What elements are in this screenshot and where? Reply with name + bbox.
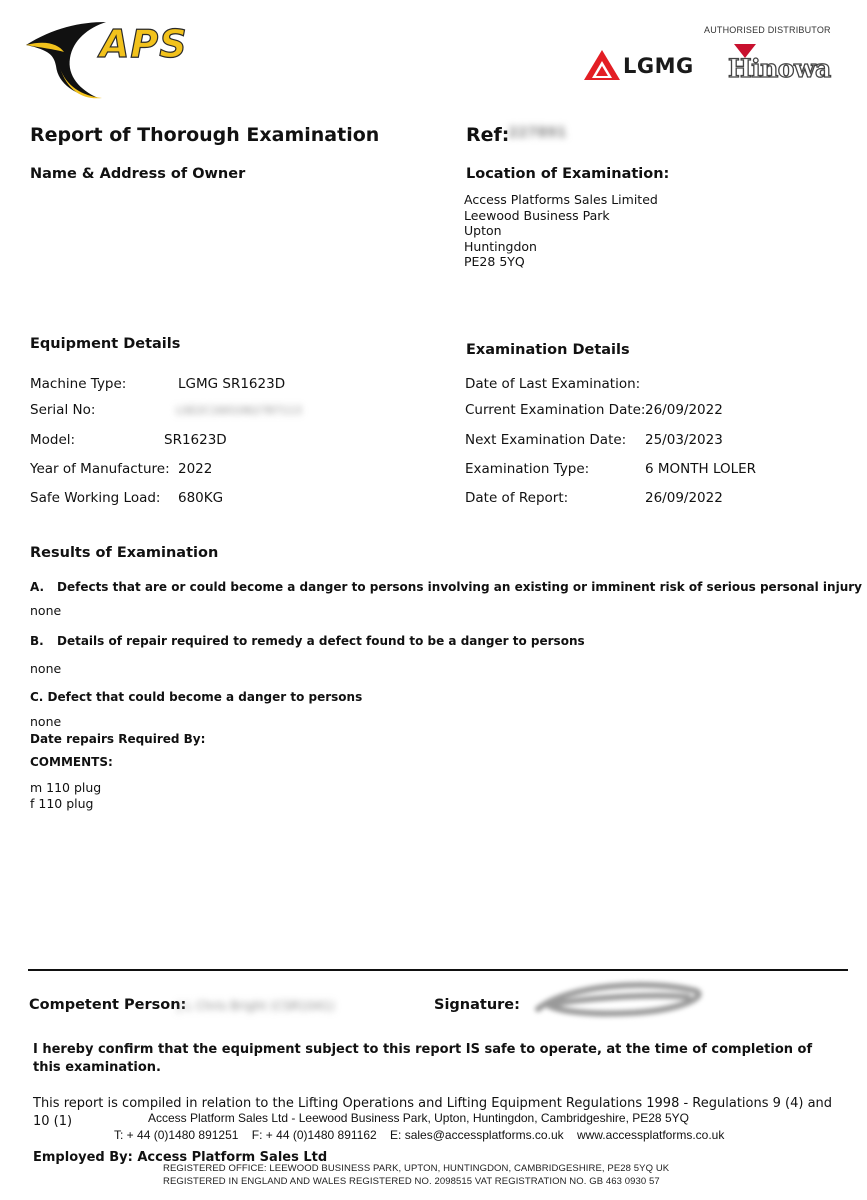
- confirmation-statement: I hereby confirm that the equipment subject to this report IS safe to operate, at the time of completion of this examination.: [33, 1042, 813, 1075]
- section-b-letter: B.: [30, 634, 44, 648]
- comments-label: COMMENTS:: [30, 755, 113, 769]
- equipment-value: 2022: [178, 461, 213, 477]
- employed-by: Employed By: Access Platform Sales Ltd: [33, 1150, 328, 1165]
- aps-logo: [18, 10, 238, 110]
- equipment-value: SR1623D: [164, 432, 227, 448]
- lgmg-triangle-icon: [583, 48, 621, 82]
- ref-label: Ref:: [466, 124, 510, 146]
- examination-value: 6 MONTH LOLER: [645, 461, 757, 477]
- regulation-statement: This report is compiled in relation to the Lifting Operations and Lifting Equipment Regulations 1998 - Regulations 9 (4) and 10 (1): [33, 1096, 833, 1129]
- lgmg-logo: [583, 48, 708, 84]
- footer-contact-line: [114, 1128, 724, 1142]
- signature-scribble: [528, 975, 708, 1023]
- page-title: Report of Thorough Examination: [30, 124, 380, 146]
- section-a-value: none: [30, 603, 62, 618]
- footer-address: - Leewood Business Park, Upton, Huntingdon, Cambridgeshire, PE28 5YQ: [288, 1111, 689, 1125]
- examination-label: Date of Last Examination:: [465, 376, 641, 392]
- footer-company: Access Platform Sales Ltd: [148, 1111, 289, 1125]
- section-a-heading: Defects that are or could become a danger to persons involving an existing or imminent risk of serious personal injury: [57, 580, 862, 594]
- hinowa-logo-text: Hinowa: [728, 54, 831, 83]
- comments-list: [30, 780, 101, 811]
- comment-line: m 110 plug: [30, 780, 102, 795]
- address-line: Huntingdon: [464, 238, 537, 254]
- repairs-required-label: Date repairs Required By:: [30, 732, 206, 746]
- examination-label: Date of Report:: [465, 490, 569, 506]
- hinowa-logo: [728, 44, 831, 86]
- examination-value: 26/09/2022: [645, 490, 723, 506]
- equipment-label: Serial No:: [30, 402, 96, 418]
- competent-person-value: J L Chris Bright (CSR1041): [178, 999, 335, 1013]
- phone-value: + 44 (0)1480 891251: [123, 1128, 239, 1142]
- address-line: PE28 5YQ: [464, 254, 525, 269]
- owner-heading: Name & Address of Owner: [30, 166, 246, 182]
- equipment-heading: Equipment Details: [30, 336, 181, 352]
- location-heading: Location of Examination:: [466, 166, 670, 182]
- equipment-value: LGMG SR1623D: [178, 376, 286, 392]
- serial-number-value: LSE2C1601062787113: [176, 404, 302, 417]
- section-c-value: none: [30, 714, 62, 729]
- signature-image: [528, 975, 708, 1023]
- fax-label: F:: [251, 1128, 263, 1142]
- website-link[interactable]: www.accessplatforms.co.uk: [576, 1128, 725, 1142]
- section-c-heading: C. Defect that could become a danger to persons: [30, 690, 363, 704]
- equipment-value: 680KG: [178, 490, 224, 506]
- examination-label: Next Examination Date:: [465, 432, 627, 448]
- examination-heading: Examination Details: [466, 342, 630, 358]
- examination-label: Examination Type:: [465, 461, 590, 477]
- equipment-label: Model:: [30, 432, 76, 448]
- registered-info: REGISTERED IN ENGLAND AND WALES REGISTERED NO. 2098515 VAT REGISTRATION NO. GB 463 0930 57: [163, 1176, 660, 1187]
- address-line: Access Platforms Sales Limited: [464, 192, 658, 207]
- examination-label: Current Examination Date:: [465, 402, 646, 418]
- competent-person-label: Competent Person:: [29, 997, 187, 1013]
- equipment-label: Safe Working Load:: [30, 490, 161, 506]
- address-line: Upton: [464, 223, 502, 238]
- email-label: E:: [390, 1128, 402, 1142]
- lgmg-logo-text: LGMG: [623, 54, 694, 78]
- signature-label: Signature:: [434, 997, 520, 1013]
- authorised-distributor-label: AUTHORISED DISTRIBUTOR: [704, 25, 831, 35]
- section-b-value: none: [30, 661, 62, 676]
- equipment-label: Year of Manufacture:: [30, 461, 170, 477]
- registered-office: REGISTERED OFFICE: LEEWOOD BUSINESS PARK, UPTON, HUNTINGDON, CAMBRIDGESHIRE, PE28 5YQ UK: [163, 1163, 670, 1174]
- address-line: Leewood Business Park: [464, 207, 610, 223]
- fax-value: + 44 (0)1480 891162: [262, 1128, 377, 1142]
- aps-logo-text: APS: [100, 22, 188, 66]
- examination-value: 25/03/2023: [645, 432, 723, 448]
- results-heading: Results of Examination: [30, 545, 219, 561]
- ref-value: 227891: [508, 125, 567, 141]
- comment-line: f 110 plug: [30, 795, 94, 811]
- footer-address-line: [148, 1111, 689, 1125]
- email-link[interactable]: sales@accessplatforms.co.uk: [401, 1128, 564, 1142]
- equipment-label: Machine Type:: [30, 376, 127, 392]
- section-b-heading: Details of repair required to remedy a defect found to be a danger to persons: [57, 634, 585, 648]
- examination-value: 26/09/2022: [645, 402, 723, 418]
- location-address: [464, 192, 658, 270]
- phone-label: T:: [114, 1128, 124, 1142]
- section-divider: [28, 969, 848, 971]
- section-a-letter: A.: [30, 580, 45, 594]
